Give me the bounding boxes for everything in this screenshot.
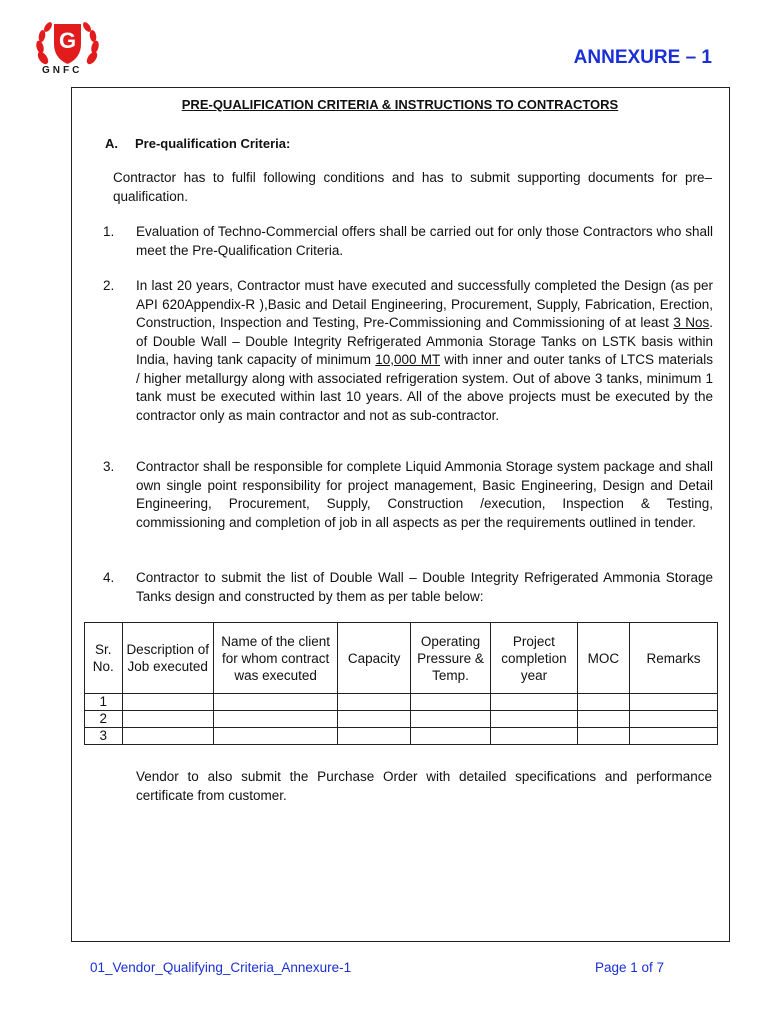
- section-letter: A.: [105, 136, 118, 151]
- item-number: 4.: [103, 570, 115, 585]
- row-number: 3: [85, 728, 123, 745]
- section-heading: [105, 136, 290, 151]
- column-header: Description of Job executed: [122, 623, 213, 694]
- footer-page-number: Page 1 of 7: [594, 960, 664, 975]
- table-header-row: [85, 623, 718, 694]
- column-header: Remarks: [630, 623, 718, 694]
- item-text: In last 20 years, Contractor must have executed and successfully completed the Design (as per API 620Appendix-R ),Basic and Detail Engineering, Procurement, Supply, Fabrication, Erection, Construction, Inspection and Testing, Pre-Commissioning and Commissioning of at least 3 Nos. of Double Wall – Double Integrity Refrigerated Ammonia Storage Tanks on LSTK basis within India, having tank capacity of minimum 10,000 MT with inner and outer tanks of LTCS materials / higher metallurgy along with associated refrigeration system. Out of above 3 tanks, minimum 1 tank must be executed within last 10 years. All of the above projects must be executed by the contractor only as main contractor and not as sub-contractor.: [136, 278, 713, 423]
- row-number: 1: [85, 694, 123, 711]
- vendor-note: Vendor to also submit the Purchase Order with detailed specifications and performance certificate from customer.: [136, 769, 712, 803]
- table-row: [85, 711, 718, 728]
- footer-filename: 01_Vendor_Qualifying_Criteria_Annexure-1: [90, 960, 352, 975]
- table-row: [85, 694, 718, 711]
- annexure-label: ANNEXURE – 1: [573, 47, 712, 68]
- column-header: Operating Pressure & Temp.: [410, 623, 490, 694]
- column-header: Name of the client for whom contract was executed: [213, 623, 338, 694]
- column-header: Project completion year: [491, 623, 577, 694]
- table-row: [85, 728, 718, 745]
- column-header: Sr. No.: [85, 623, 123, 694]
- item-number: 1.: [103, 224, 115, 239]
- item-number: 2.: [103, 278, 115, 293]
- item-number: 3.: [103, 459, 115, 474]
- column-header: MOC: [577, 623, 629, 694]
- column-header: Capacity: [338, 623, 410, 694]
- section-title: Pre-qualification Criteria:: [135, 136, 291, 151]
- item-text: Contractor shall be responsible for complete Liquid Ammonia Storage system package and shall own single point responsibility for project management, Basic Engineering, Design and Detail Engineering, Procurement, Supply, Construction /execution, Inspection & Testing, commissioning and completion of job in all aspects as per the requirements outlined in tender.: [136, 459, 713, 530]
- item-text: Contractor to submit the list of Double Wall – Double Integrity Refrigerated Ammonia Storage Tanks design and constructed by them as per table below:: [136, 570, 713, 604]
- svg-text:G: G: [58, 28, 77, 53]
- underlined-quantity: 3 Nos: [673, 315, 710, 330]
- intro-paragraph: Contractor has to fulfil following conditions and has to submit supporting documents for pre–qualification.: [113, 170, 712, 204]
- underlined-capacity: 10,000 MT: [375, 352, 441, 367]
- logo-text: GNFC: [42, 65, 83, 76]
- page-title: PRE-QUALIFICATION CRITERIA & INSTRUCTIONS TO CONTRACTORS: [181, 97, 619, 112]
- row-number: 2: [85, 711, 123, 728]
- jobs-table: [84, 622, 718, 745]
- item-text: Evaluation of Techno-Commercial offers shall be carried out for only those Contractors who shall meet the Pre-Qualification Criteria.: [136, 224, 713, 258]
